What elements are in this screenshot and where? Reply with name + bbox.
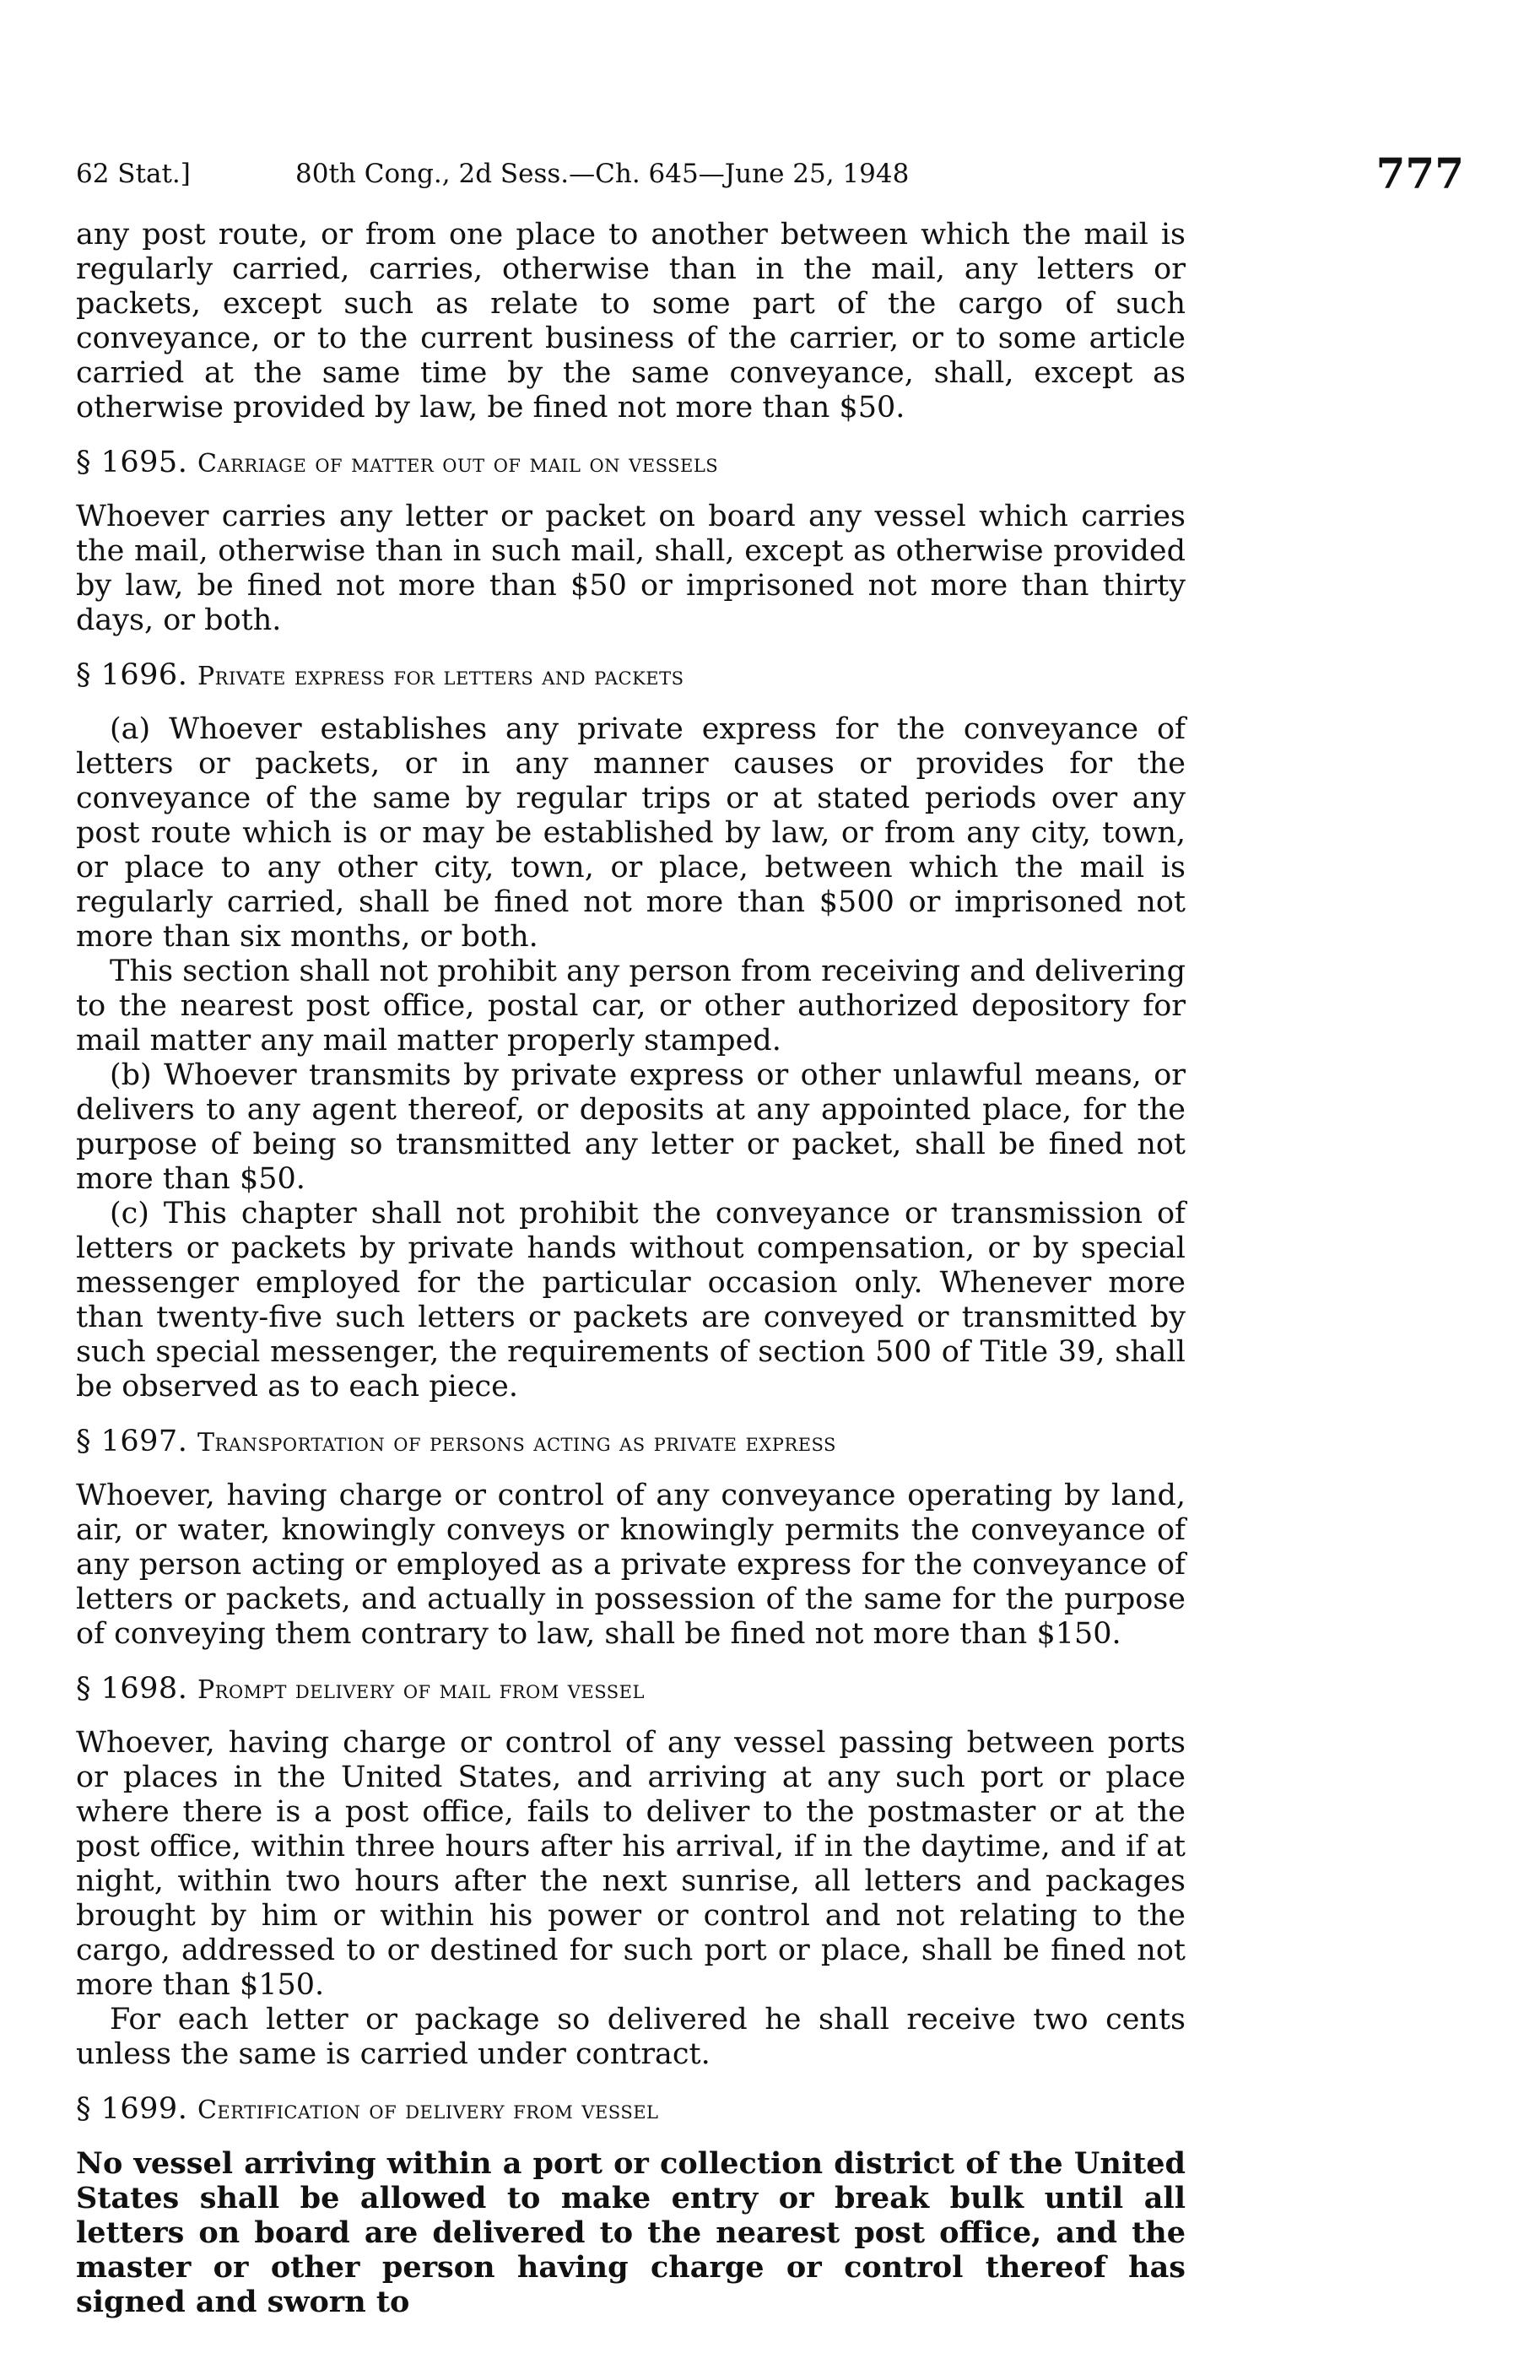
section-1698	[76, 1672, 1186, 2072]
section-heading	[76, 1672, 1186, 1707]
section-heading	[76, 2092, 1186, 2128]
statute-citation: 62 Stat.]	[76, 159, 191, 189]
section-heading	[76, 658, 1186, 694]
running-head	[76, 149, 1464, 199]
section-paragraph: (a) Whoever establishes any private express for the conveyance of letters or packets, or in any manner causes or provides for the conveyance of the same by regular trips or at stated periods over any post route which is or may be established by law, or from any city, town, or place to any other city, town, or place, between which the mail is regularly carried, shall be fined not more than $500 or imprisoned not more than six months, or both.	[76, 712, 1186, 954]
section-1695	[76, 446, 1186, 638]
section-title: Transportation of persons acting as private express	[197, 1428, 836, 1458]
section-number: § 1697.	[76, 1425, 188, 1458]
section-paragraph: For each letter or package so delivered he shall receive two cents unless the same is carried under contract.	[76, 2003, 1186, 2071]
section-paragraph: Whoever carries any letter or packet on board any vessel which carries the mail, otherwise than in such mail, shall, except as otherwise provided by law, be fined not more than $50 or imprisoned not more than thirty days, or both.	[76, 500, 1186, 637]
section-number: § 1695.	[76, 446, 188, 479]
continued-paragraph: any post route, or from one place to another between which the mail is regularly carried, carries, otherwise than in the mail, any letters or packets, except such as relate to some part of the cargo of such conveyance, or to the current business of the carrier, or to some article carried at the same time by the same conveyance, shall, except as otherwise provided by law, be fined not more than $50.	[76, 218, 1186, 425]
section-heading	[76, 1425, 1186, 1460]
section-1697	[76, 1425, 1186, 1652]
section-paragraph: Whoever, having charge or control of any conveyance operating by land, air, or water, knowingly conveys or knowingly permits the conveyance of any person acting or employed as a private express for the conveyance of letters or packets, and actually in possession of the same for the purpose of conveying them contrary to law, shall be fined not more than $150.	[76, 1479, 1186, 1651]
section-heading	[76, 446, 1186, 481]
document-body	[76, 218, 1186, 2319]
section-title: Carriage of matter out of mail on vessels	[197, 449, 719, 479]
section-paragraph: (b) Whoever transmits by private express or other unlawful means, or delivers to any agent thereof, or deposits at any appointed place, for the purpose of being so transmitted any letter or packet, shall be fined not more than $50.	[76, 1058, 1186, 1196]
section-paragraph: (c) This chapter shall not prohibit the conveyance or transmission of letters or packets by private hands without compensation, or by special messenger employed for the particular occasion only. Whenever more than twenty-five such letters or packets are conveyed or transmitted by such special messenger, the requirements of section 500 of Title 39, shall be observed as to each piece.	[76, 1197, 1186, 1404]
section-number: § 1698.	[76, 1672, 188, 1706]
section-paragraph: No vessel arriving within a port or collection district of the United States shall be allowed to make entry or break bulk until all letters on board are delivered to the nearest post office, and the master or other person having charge or control thereof has signed and sworn to	[76, 2146, 1186, 2319]
section-paragraph: This section shall not prohibit any person from receiving and delivering to the nearest post office, postal car, or other authorized depository for mail matter any mail matter properly stamped.	[76, 955, 1186, 1057]
section-number: § 1696.	[76, 658, 188, 692]
page-number: 777	[1375, 149, 1464, 198]
section-title: Certification of delivery from vessel	[197, 2096, 659, 2125]
section-1696	[76, 658, 1186, 1404]
session-chapter-date: 80th Cong., 2d Sess.—Ch. 645—June 25, 1948	[295, 159, 910, 189]
section-paragraph: Whoever, having charge or control of any vessel passing between ports or places in the United States, and arriving at any such port or place where there is a post office, fails to deliver to the postmaster or at the post office, within three hours after his arrival, if in the daytime, and if at night, within two hours after the next sunrise, all letters and packages brought by him or within his power or control and not relating to the cargo, addressed to or destined for such port or place, shall be fined not more than $150.	[76, 1726, 1186, 2002]
section-number: § 1699.	[76, 2092, 188, 2126]
section-1699	[76, 2092, 1186, 2319]
section-title: Prompt delivery of mail from vessel	[197, 1675, 645, 1705]
section-title: Private express for letters and packets	[197, 662, 684, 691]
